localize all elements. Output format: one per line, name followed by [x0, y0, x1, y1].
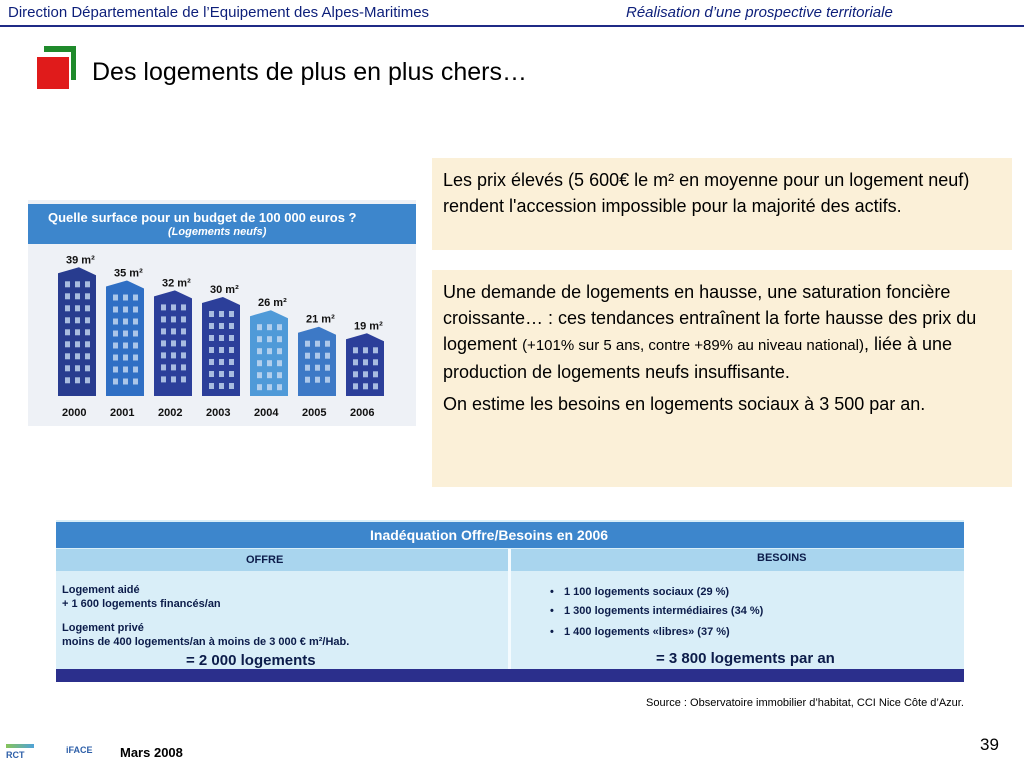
chart-bar-window — [85, 329, 90, 335]
chart-year-label: 2005 — [302, 407, 327, 419]
chart-bar-window — [363, 383, 368, 389]
chart-bar-window — [373, 383, 378, 389]
chart-bar-window — [161, 328, 166, 334]
chart-bar-window — [219, 371, 224, 377]
chart-bar-window — [267, 360, 272, 366]
social-housing-estimate: On estime les besoins en logements sociaux à 3 500 par an. — [443, 394, 926, 414]
chart-bar-window — [257, 372, 262, 378]
supply-demand-table — [56, 520, 964, 682]
demand-small-text: (+101% sur 5 ans, contre +89% au niveau national) — [522, 337, 864, 354]
chart-bar-window — [257, 324, 262, 330]
chart-bar-window — [267, 324, 272, 330]
chart-bar-window — [219, 335, 224, 341]
chart-bar-window — [277, 348, 282, 354]
chart-bar-window — [133, 379, 138, 385]
chart-bar-window — [161, 340, 166, 346]
chart-bar-window — [113, 355, 118, 361]
chart-bar-window — [161, 316, 166, 322]
chart-year-label: 2004 — [254, 407, 279, 419]
chart-bar-window — [171, 376, 176, 382]
chart-bar-window — [133, 343, 138, 349]
chart-bar-window — [219, 311, 224, 317]
offre-line-3: Logement privé — [62, 622, 144, 634]
info-box-prices-text: Les prix élevés (5 600€ le m² en moyenne pour un logement neuf) rendent l'accession impossible pour la majorité des actifs. — [443, 170, 970, 216]
demand-main-text: Une demande de logements en hausse, une saturation foncière croissante… : ces tendances entraînent la forte hausse des prix du logement — [443, 282, 977, 354]
chart-bar-window — [113, 343, 118, 349]
demand-end-text: , liée à une production de logements neufs insuffisante. — [443, 334, 953, 382]
chart-bar-window — [123, 355, 128, 361]
chart-bar-window — [325, 353, 330, 359]
besoins-total: = 3 800 logements par an — [656, 650, 835, 667]
chart-bar-window — [353, 359, 358, 365]
chart-bar-window — [75, 341, 80, 347]
chart-bar-window — [133, 295, 138, 301]
chart-bar-window — [113, 331, 118, 337]
offre-total: = 2 000 logements — [186, 652, 316, 669]
table-header — [56, 522, 964, 548]
header-left-text: Direction Départementale de l’Equipement des Alpes-Maritimes — [8, 4, 430, 21]
chart-bar-window — [123, 331, 128, 337]
chart-bar-window — [75, 377, 80, 383]
chart-bar-window — [209, 371, 214, 377]
chart-bar-window — [267, 372, 272, 378]
iface-logo: iFACE — [66, 745, 93, 755]
chart-bar-window — [133, 331, 138, 337]
chart-value-label: 39 m² — [66, 254, 95, 267]
chart-bar-window — [75, 293, 80, 299]
chart-bar-window — [65, 317, 70, 323]
chart-bar — [298, 327, 336, 396]
chart-bar-window — [315, 365, 320, 371]
chart-bar-window — [181, 316, 186, 322]
chart-bar-window — [229, 371, 234, 377]
chart-value-label: 32 m² — [162, 277, 191, 290]
chart-bar-window — [181, 352, 186, 358]
offre-header — [56, 549, 508, 571]
chart-bar-window — [85, 353, 90, 359]
chart-bar-window — [209, 359, 214, 365]
chart-bar-window — [363, 347, 368, 353]
besoins-item: • 1 400 logements «libres» (37 %) — [550, 626, 730, 638]
chart-value-label: 26 m² — [258, 297, 287, 310]
chart-bar-window — [75, 329, 80, 335]
chart-year-label: 2006 — [350, 407, 375, 419]
chart-bar-window — [123, 367, 128, 373]
table-column-divider — [508, 549, 511, 682]
chart-bar-window — [123, 319, 128, 325]
chart-subtitle: (Logements neufs) — [168, 226, 267, 238]
chart-bar-window — [75, 365, 80, 371]
chart-bar-window — [277, 360, 282, 366]
chart-bar-window — [305, 341, 310, 347]
chart-bar-window — [171, 316, 176, 322]
chart-bar-window — [85, 305, 90, 311]
chart-year-label: 2003 — [206, 407, 231, 419]
chart-bar-window — [75, 281, 80, 287]
chart-bar-window — [305, 377, 310, 383]
chart-year-label: 2000 — [62, 407, 87, 419]
chart-title: Quelle surface pour un budget de 100 000 euros ? — [48, 210, 357, 225]
chart-bar-window — [353, 347, 358, 353]
chart-bar-window — [363, 359, 368, 365]
rct-logo: RCT — [6, 744, 34, 760]
source-note: Source : Observatoire immobilier d’habitat, CCI Nice Côte d’Azur. — [646, 697, 964, 709]
chart-value-label: 19 m² — [354, 320, 383, 333]
chart-bar-window — [209, 347, 214, 353]
chart-bar-window — [171, 304, 176, 310]
chart-bar-window — [305, 365, 310, 371]
chart-bar-window — [65, 377, 70, 383]
chart-bar-window — [363, 371, 368, 377]
chart-bar-window — [267, 384, 272, 390]
chart-bar-window — [171, 352, 176, 358]
chart-bar-window — [85, 365, 90, 371]
chart-bar-window — [113, 379, 118, 385]
chart-bar-window — [65, 341, 70, 347]
chart-bar-window — [181, 364, 186, 370]
chart-bar-window — [123, 295, 128, 301]
besoins-item: • 1 100 logements sociaux (29 %) — [550, 586, 730, 598]
chart-bar-window — [305, 353, 310, 359]
chart-bar-window — [123, 343, 128, 349]
surface-chart — [28, 200, 416, 426]
offre-header-label: OFFRE — [246, 554, 284, 566]
chart-bar-window — [133, 319, 138, 325]
chart-bar-window — [65, 293, 70, 299]
table-title: Inadéquation Offre/Besoins en 2006 — [370, 527, 609, 543]
chart-bar-window — [277, 336, 282, 342]
chart-bar-window — [267, 336, 272, 342]
chart-bar-window — [75, 317, 80, 323]
chart-bar-window — [373, 371, 378, 377]
header-divider — [0, 25, 1024, 27]
chart-bar-window — [219, 347, 224, 353]
chart-bar-window — [171, 340, 176, 346]
chart-bar-window — [315, 377, 320, 383]
chart-bar-window — [257, 348, 262, 354]
chart-bar-window — [219, 383, 224, 389]
chart-bar-window — [113, 319, 118, 325]
chart-header — [28, 204, 416, 244]
chart-bar-window — [113, 295, 118, 301]
chart-bar-window — [257, 384, 262, 390]
chart-bar-window — [209, 311, 214, 317]
chart-year-label: 2002 — [158, 407, 183, 419]
chart-year-label: 2001 — [110, 407, 135, 419]
offre-line-4: moins de 400 logements/an à moins de 3 000 € m²/Hab. — [62, 636, 350, 648]
chart-bar-window — [209, 323, 214, 329]
chart-bar-window — [85, 317, 90, 323]
chart-bar-window — [353, 383, 358, 389]
chart-bar-window — [229, 347, 234, 353]
chart-bar-window — [181, 340, 186, 346]
chart-bar-window — [85, 293, 90, 299]
chart-bar-window — [277, 372, 282, 378]
chart-bar-window — [181, 328, 186, 334]
chart-bar-window — [315, 341, 320, 347]
chart-bar-window — [85, 377, 90, 383]
chart-value-label: 35 m² — [114, 267, 143, 280]
besoins-header-label: BESOINS — [757, 552, 807, 564]
chart-bar-window — [65, 353, 70, 359]
chart-bar-window — [257, 360, 262, 366]
slide-title: Des logements de plus en plus chers… — [92, 58, 527, 86]
chart-bar-window — [219, 323, 224, 329]
chart-bar-window — [209, 383, 214, 389]
chart-bar-window — [267, 348, 272, 354]
chart-bar-window — [65, 329, 70, 335]
chart-bar-window — [315, 353, 320, 359]
chart-bar-window — [277, 384, 282, 390]
chart-bar-window — [161, 376, 166, 382]
chart-bar-window — [257, 336, 262, 342]
chart-bar-window — [181, 304, 186, 310]
chart-bar-window — [133, 367, 138, 373]
chart-bar-window — [113, 307, 118, 313]
chart-bar-window — [65, 365, 70, 371]
offre-line-1: Logement aidé — [62, 584, 140, 596]
chart-bar-window — [113, 367, 118, 373]
chart-bar-window — [209, 335, 214, 341]
besoins-item: • 1 300 logements intermédiaires (34 %) — [550, 605, 764, 617]
chart-bar-window — [277, 324, 282, 330]
chart-bar-window — [325, 377, 330, 383]
chart-bar-window — [373, 347, 378, 353]
header-right-text: Réalisation d’une prospective territoriale — [626, 4, 893, 21]
chart-value-label: 21 m² — [306, 313, 335, 326]
chart-bar-window — [181, 376, 186, 382]
chart-bar-window — [219, 359, 224, 365]
chart-bar-window — [75, 353, 80, 359]
chart-bar-window — [229, 311, 234, 317]
info-box-demand — [432, 270, 1012, 487]
chart-bar-window — [123, 379, 128, 385]
chart-bar-window — [353, 371, 358, 377]
chart-bar-window — [161, 304, 166, 310]
chart-bar-window — [171, 328, 176, 334]
chart-bar-window — [133, 307, 138, 313]
chart-bar-window — [171, 364, 176, 370]
chart-value-label: 30 m² — [210, 284, 239, 296]
page-number: 39 — [980, 735, 999, 754]
chart-bar-window — [161, 352, 166, 358]
chart-bar-window — [161, 364, 166, 370]
chart-plot — [28, 246, 416, 426]
info-box-prices — [432, 158, 1012, 250]
chart-bar-window — [85, 341, 90, 347]
besoins-header — [511, 549, 964, 571]
chart-bar-window — [229, 323, 234, 329]
offre-line-2: + 1 600 logements financés/an — [62, 598, 221, 610]
chart-bar-window — [123, 307, 128, 313]
chart-bar-window — [229, 359, 234, 365]
chart-bar-window — [373, 359, 378, 365]
title-logo-red-square — [37, 57, 69, 89]
table-bottom-bar — [56, 669, 964, 682]
chart-bar-window — [325, 365, 330, 371]
chart-bar-window — [229, 335, 234, 341]
chart-bar-window — [229, 383, 234, 389]
chart-bar-window — [325, 341, 330, 347]
footer-date: Mars 2008 — [120, 745, 183, 760]
chart-bar-window — [133, 355, 138, 361]
chart-bar-window — [85, 281, 90, 287]
info-box-demand-paragraph — [443, 279, 1002, 385]
chart-bar-window — [75, 305, 80, 311]
chart-bar-window — [65, 305, 70, 311]
chart-bar-window — [65, 281, 70, 287]
